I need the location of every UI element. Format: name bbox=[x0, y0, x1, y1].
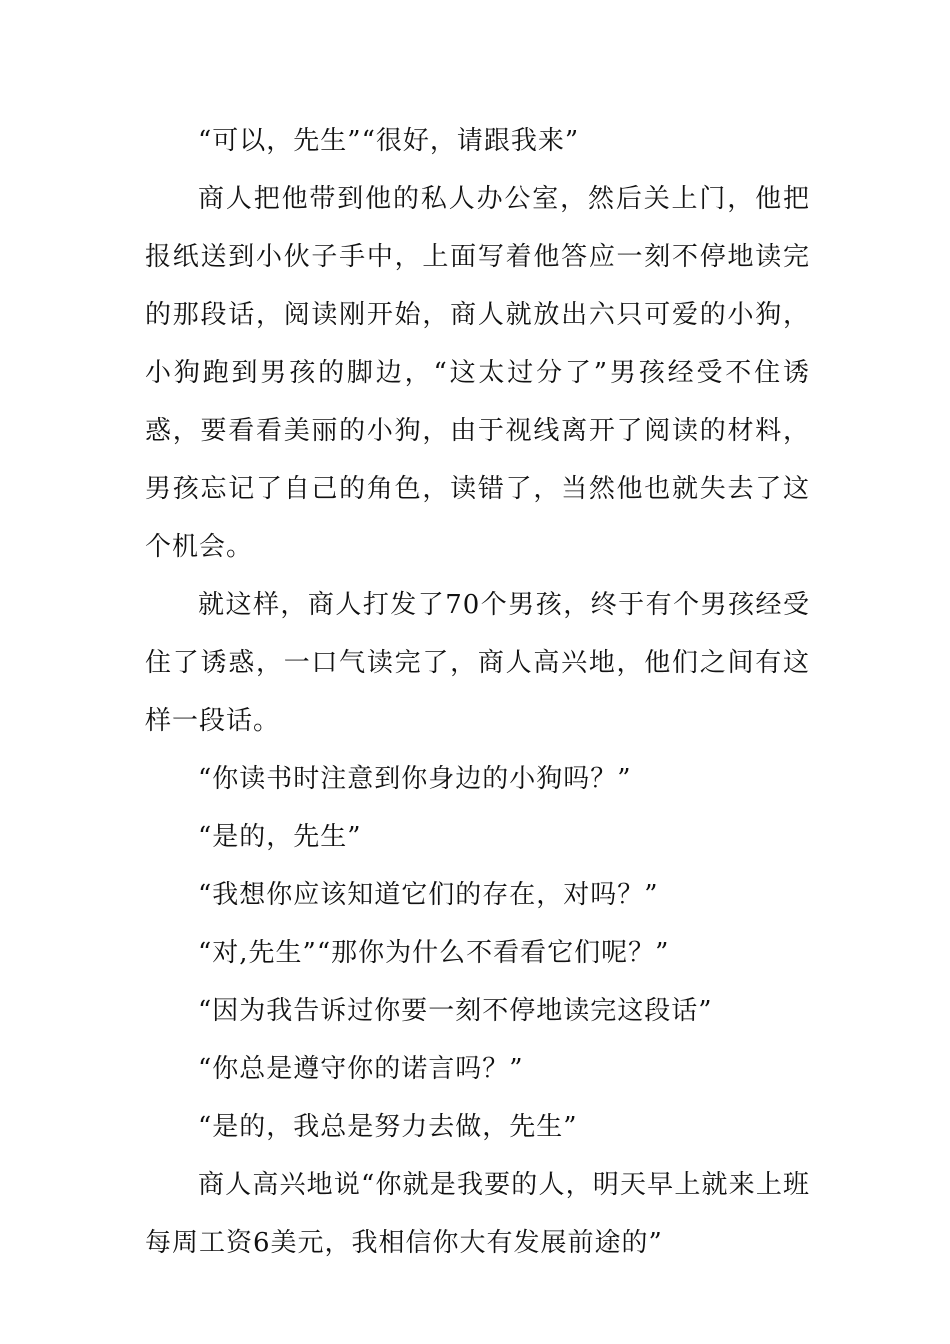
paragraph-5: “是的，先生” bbox=[198, 822, 362, 852]
paragraph-9: “你总是遵守你的诺言吗？” bbox=[198, 1054, 524, 1084]
paragraph-4: “你读书时注意到你身边的小狗吗？” bbox=[198, 764, 632, 794]
paragraph-8: “因为我告诉过你要一刻不停地读完这段话” bbox=[198, 996, 713, 1026]
paragraph-6: “我想你应该知道它们的存在，对吗？” bbox=[198, 880, 659, 910]
paragraph-3: 就这样，商人打发了70个男孩，终于有个男孩经受住了诱惑，一口气读完了，商人高兴地，他们之间有这样一段话。 bbox=[145, 590, 810, 736]
paragraph-2: 商人把他带到他的私人办公室，然后关上门，他把报纸送到小伙子手中，上面写着他答应一刻不停地读完的那段话，阅读刚开始，商人就放出六只可爱的小狗，小狗跑到男孩的脚边，“这太过分了”男孩经受不住诱惑，要看看美丽的小狗，由于视线离开了阅读的材料，男孩忘记了自己的角色，读错了，当然他也就失去了这个机会。 bbox=[145, 184, 810, 562]
paragraph-1: “可以，先生”“很好，请跟我来” bbox=[198, 126, 580, 156]
paragraph-11: 商人高兴地说“你就是我要的人，明天早上就来上班每周工资6美元，我相信你大有发展前途的” bbox=[145, 1170, 810, 1258]
paragraph-7: “对,先生”“那你为什么不看看它们呢？” bbox=[198, 938, 670, 968]
paragraph-10: “是的，我总是努力去做，先生” bbox=[198, 1112, 578, 1142]
body-text bbox=[145, 112, 810, 1272]
